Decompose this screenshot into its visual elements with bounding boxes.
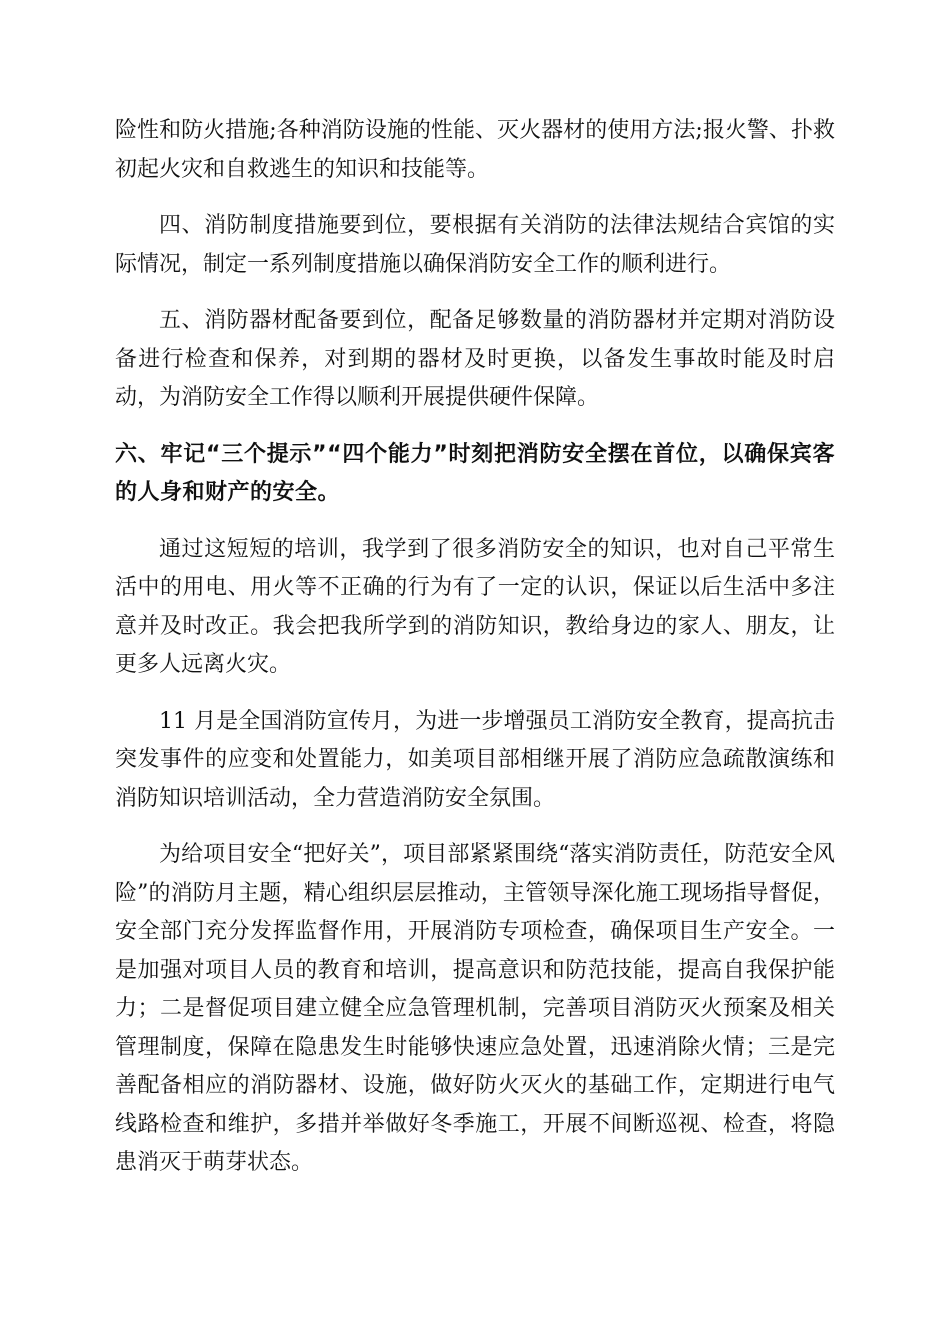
- paragraph-training-reflection: 通过这短短的培训，我学到了很多消防安全的知识，也对自己平常生活中的用电、用火等不正确的行为有了一定的认识，保证以后生活中多注意并及时改正。我会把我所学到的消防知识，教给身边的家人、朋友，让更多人远离火灾。: [115, 536, 835, 677]
- paragraph-november-campaign: 11 月是全国消防宣传月，为进一步增强员工消防安全教育，提高抗击突发事件的应变和处置能力，如美项目部相继开展了消防应急疏散演练和消防知识培训活动，全力营造消防安全氛围。: [115, 708, 835, 811]
- paragraph-item-four: 四、消防制度措施要到位，要根据有关消防的法律法规结合宾馆的实际情况，制定一系列制度措施以确保消防安全工作的顺利进行。: [115, 213, 835, 277]
- paragraph-item-six-heading: 六、牢记“三个提示”“四个能力”时刻把消防安全摆在首位，以确保宾客的人身和财产的安全。: [115, 441, 835, 505]
- paragraph-project-safety: 为给项目安全“把好关”，项目部紧紧围绕“落实消防责任，防范安全风险”的消防月主题，精心组织层层推动，主管领导深化施工现场指导督促，安全部门充分发挥监督作用，开展消防专项检查，确保项目生产安全。一是加强对项目人员的教育和培训，提高意识和防范技能，提高自我保护能力；二是督促项目建立健全应急管理机制，完善项目消防灭火预案及相关管理制度，保障在隐患发生时能够快速应急处置，迅速消除火情；三是完善配备相应的消防器材、设施，做好防火灭火的基础工作，定期进行电气线路检查和维护，多措并举做好冬季施工，开展不间断巡视、检查，将隐患消灭于萌芽状态。: [115, 842, 835, 1175]
- paragraph-fire-knowledge: 险性和防火措施;各种消防设施的性能、灭火器材的使用方法;报火警、扑救初起火灾和自救逃生的知识和技能等。: [115, 118, 835, 182]
- document-page: [115, 112, 835, 1183]
- paragraph-item-five: 五、消防器材配备要到位，配备足够数量的消防器材并定期对消防设备进行检查和保养，对到期的器材及时更换，以备发生事故时能及时启动，为消防安全工作得以顺利开展提供硬件保障。: [115, 308, 835, 410]
